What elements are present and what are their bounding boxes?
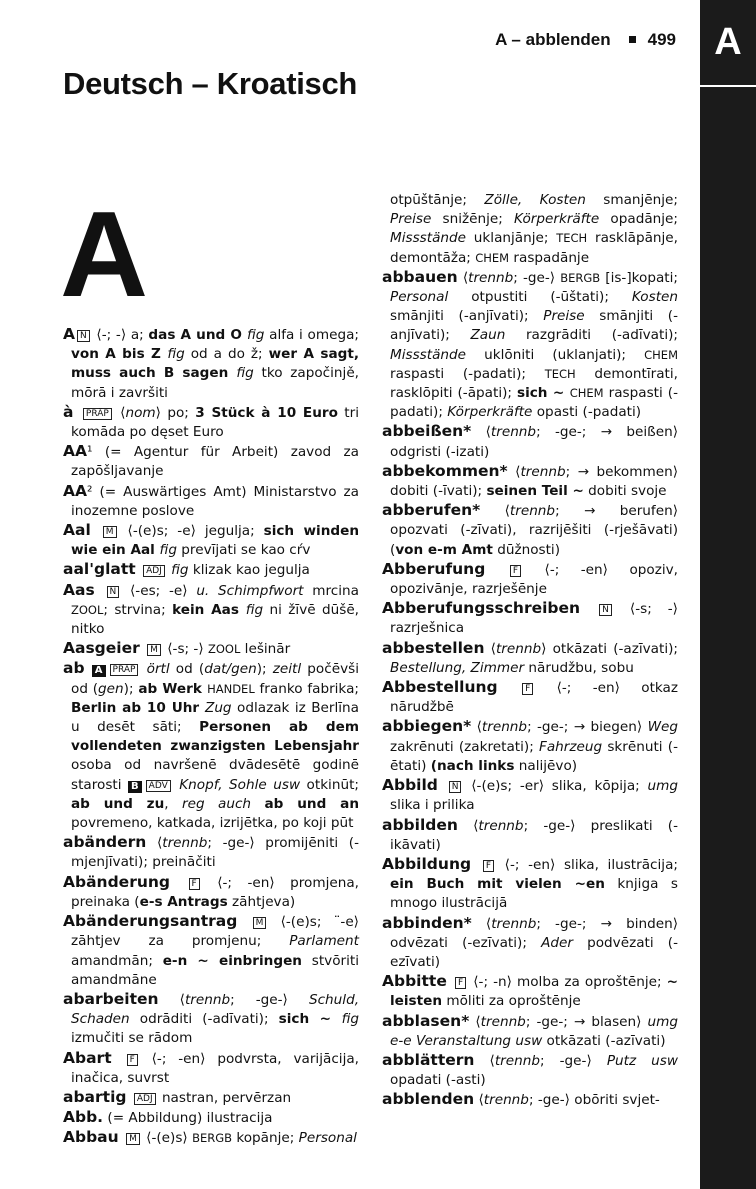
dictionary-entry [63, 521, 359, 560]
italic-label: fig [167, 346, 185, 363]
grammar-label: N [449, 781, 462, 793]
italic-label: trennb [184, 991, 231, 1008]
entry-text: ⟨ [471, 915, 492, 932]
headword: Abbild [382, 776, 447, 795]
domain-label: ZOOL [71, 602, 104, 617]
entry-text: knjiga s mnogo ilustrācijā [390, 876, 678, 912]
bold-phrase: Personen ab dem vollendeten zwanzigsten Lebensjahr [71, 719, 359, 755]
grammar-label: F [127, 1054, 138, 1066]
entry-text: klizak kao jegulja [188, 562, 310, 579]
entry-text: ⟨-; -⟩ a; [91, 327, 149, 343]
italic-label: Parlament [289, 933, 359, 950]
entry-text: uklanjānje; [466, 230, 557, 247]
entry-text: ⟩ po; [155, 404, 196, 421]
headword: A [63, 325, 75, 343]
entry-text: prevījati se kao cŕv [176, 542, 311, 559]
entry-text: mrcina [303, 582, 359, 599]
entry-text: opadānje; [599, 211, 678, 228]
entry-text: podvēzati (-ezīvati) [390, 934, 678, 970]
italic-label: reg auch [182, 795, 252, 812]
domain-label: BERGB [560, 270, 601, 285]
dictionary-entry [63, 990, 359, 1049]
entry-text: smānjiti (-anjīvati); [390, 308, 678, 344]
left-column [63, 325, 359, 1149]
entry-text: uklōniti (uklanjati); [466, 346, 645, 363]
entry-text: ⟨-(e)s; -e⟩ jegulja; [118, 523, 264, 540]
dictionary-entry [382, 191, 678, 268]
header-range: A – abblenden [495, 30, 611, 49]
entry-text: ; -ge-⟩ [513, 269, 561, 286]
dictionary-entry [382, 462, 678, 501]
entry-text: nalijēvo) [514, 757, 578, 774]
bold-phrase: ab Werk [138, 680, 208, 697]
headword: abbilden [382, 815, 458, 834]
entry-text: ⟨-s; -⟩ [162, 641, 208, 658]
italic-label: Ader [541, 934, 573, 951]
entry-text: ⟨ [474, 1092, 484, 1109]
entry-text: ⟨ [457, 269, 469, 286]
italic-label: trennb [478, 817, 524, 834]
entry-text: amandmān; [71, 952, 163, 969]
entry-text: ⟨ [507, 463, 521, 480]
headword: Aas [63, 580, 105, 599]
bold-phrase: von A bis Z [71, 346, 168, 363]
grammar-label: F [510, 565, 521, 577]
entry-text: slika i prilika [390, 797, 475, 814]
domain-label: CHEM [475, 250, 510, 265]
headword: abändern [63, 833, 147, 852]
grammar-label: F [483, 860, 494, 872]
entry-text: lešinār [240, 641, 291, 658]
headword: abbeißen* [382, 422, 472, 441]
entry-text: raspadānje [509, 249, 590, 266]
bold-phrase: e-s Antrags [139, 893, 228, 910]
bold-phrase: sich ~ [278, 1011, 342, 1028]
grammar-label: N [107, 586, 120, 598]
dictionary-entry [382, 914, 678, 973]
sense-marker: A [92, 665, 106, 677]
headword: Aal [63, 521, 101, 540]
grammar-label: ADJ [134, 1093, 156, 1105]
entry-text: alfa i omega; [264, 327, 359, 343]
right-column [382, 191, 678, 1111]
dictionary-entry [382, 717, 678, 776]
italic-label: trennb [494, 1052, 540, 1069]
italic-label: trennb [520, 463, 566, 480]
italic-label: Schuld, Schaden [71, 991, 360, 1028]
sense-marker: B [128, 781, 142, 793]
domain-label: ZOOL [207, 642, 241, 657]
domain-label: CHEM [569, 386, 604, 401]
entry-text: ni žīvē dūšē, nitko [71, 601, 359, 638]
domain-label: HANDEL [207, 681, 255, 696]
italic-label: Körperkräfte [514, 211, 600, 228]
italic-label: Fahrzeug [539, 738, 603, 755]
entry-text: razgrāditi (-adīvati); [505, 327, 678, 344]
headword: Abb. [63, 1108, 104, 1127]
bold-phrase: sich ~ [517, 385, 570, 402]
headword: Aasgeier [63, 639, 146, 658]
dictionary-entry [382, 855, 678, 914]
entry-text: ⟨-s; -⟩ razrješnica [390, 601, 678, 637]
entry-text: otkinūt; [300, 776, 359, 793]
entry-text: dūžnosti) [492, 541, 561, 558]
entry-text: kopānje; [232, 1130, 299, 1147]
bold-phrase: 3 Stück à 10 Euro [195, 404, 338, 421]
entry-text: franko fabrika; [254, 680, 359, 697]
entry-text: raspasti (-padati); [390, 365, 545, 382]
entry-text: ⟨ [480, 503, 510, 520]
entry-text: ; -ge-⟩ preslikati (-ikāvati) [390, 817, 678, 853]
entry-text: rasklāpānje, demontāža; [390, 230, 678, 266]
italic-label: Bestellung, Zimmer [390, 659, 525, 676]
grammar-label: M [103, 526, 117, 538]
entry-text: skrēnuti (-ētati) [390, 738, 678, 774]
entry-text: ⟨ [474, 1052, 495, 1069]
entry-text: ⟨ [113, 404, 126, 421]
entry-text: ⟨ [457, 817, 479, 834]
italic-label: zeitl [272, 661, 302, 678]
dictionary-entry [382, 599, 678, 638]
bold-phrase: von e-m Amt [395, 541, 493, 558]
italic-label: Knopf, Sohle usw [179, 776, 301, 793]
italic-label: trennb [495, 640, 542, 657]
headword: Abbestellung [382, 678, 521, 697]
italic-label: umg [647, 778, 678, 795]
italic-label: umg e-e Veranstaltung usw [390, 1013, 678, 1049]
entry-text: ⟨ [146, 835, 163, 852]
grammar-label: N [77, 330, 90, 342]
italic-label: trennb [483, 1092, 529, 1109]
entry-text: ; -ge-⟩ obōriti svjet- [528, 1092, 660, 1109]
dictionary-entry [63, 581, 359, 640]
entry-text: nastran, pervērzan [157, 1089, 292, 1106]
entry-text: ⟨-; -en⟩ opoziv, opozivānje, razrješēnje [390, 561, 678, 598]
headword: Abbau [63, 1128, 125, 1147]
entry-text: ⟨-es; -e⟩ [121, 582, 197, 599]
dictionary-entry [63, 325, 359, 403]
grammar-label: N [599, 604, 612, 616]
entry-text: smānjiti (-anjīvati); [390, 308, 544, 325]
grammar-label: PRÄP [110, 664, 139, 676]
domain-label: TECH [544, 366, 576, 381]
entry-text: otpūštānje; [390, 192, 485, 208]
dictionary-entry [382, 972, 678, 1011]
headword: Abänderungsantrag [63, 912, 251, 931]
italic-label: trennb [509, 503, 556, 520]
headword: abbauen [382, 267, 458, 286]
entry-text: , [164, 795, 182, 812]
dictionary-entry [63, 873, 359, 912]
italic-label: fig [236, 365, 254, 382]
italic-label: fig [341, 1011, 360, 1028]
entry-text: ⟨-(e)s; -er⟩ slika, kōpija; [463, 778, 648, 795]
entry-text: ² (= Auswärtiges Amt) Ministarstvo za inozemne poslove [71, 483, 359, 519]
entry-text: (= Abbildung) ilustracija [103, 1110, 273, 1127]
entry-text: ; -ge-; → blasen⟩ [525, 1013, 648, 1030]
dictionary-entry [382, 1090, 678, 1110]
entry-text: izmučiti se rādom [71, 1030, 193, 1047]
headword: Abberufung [382, 559, 508, 578]
entry-text: opadati (-asti) [390, 1072, 486, 1089]
italic-label: Preise [390, 211, 432, 228]
headword: abberufen* [382, 501, 481, 520]
italic-label: trennb [468, 269, 514, 286]
thumb-index-tab: A [700, 0, 756, 85]
grammar-label: PRÄP [83, 408, 112, 420]
entry-text: ⟨ [471, 719, 482, 736]
section-title: Deutsch – Kroatisch [63, 66, 358, 101]
bold-phrase: seinen Teil ~ [486, 483, 584, 500]
entry-text: počēvši od ( [71, 661, 359, 697]
headword: Abart [63, 1048, 125, 1067]
dictionary-entry [382, 1012, 678, 1051]
entry-text: ⟨ [484, 640, 496, 657]
entry-text: dobiti svoje [583, 483, 667, 500]
headword: Abbildung [382, 854, 481, 873]
headword: abblenden [382, 1090, 475, 1109]
italic-label: Putz usw [606, 1052, 679, 1069]
bold-phrase: e-n ~ einbringen [162, 952, 302, 969]
italic-label: fig [159, 542, 177, 559]
dictionary-entry [382, 501, 678, 560]
headword: Abberufungsschreiben [382, 599, 598, 618]
entry-text: ; -ge-⟩ [539, 1052, 607, 1069]
entry-text: ⟨-; -en⟩ otkaz nārudžbē [390, 680, 678, 716]
italic-label: Zug [205, 699, 232, 716]
headword: abblasen* [382, 1011, 470, 1030]
italic-label: Missstände [390, 346, 467, 363]
grammar-label: F [189, 878, 200, 890]
dictionary-entry [63, 1049, 359, 1088]
dictionary-entry [382, 560, 678, 599]
italic-label: trennb [490, 424, 537, 441]
domain-label: CHEM [644, 347, 678, 362]
grammar-label: F [455, 977, 466, 989]
entry-text: zāhtjeva) [227, 893, 296, 910]
italic-label: fig [171, 562, 189, 579]
entry-text: tri komāda po dęset Euro [71, 404, 359, 441]
entry-text: ⟨ [469, 1013, 481, 1030]
dictionary-entry [382, 422, 678, 461]
grammar-label: F [522, 683, 533, 695]
entry-text: mōliti za oproštēnje [442, 993, 581, 1010]
entry-text: ); [256, 661, 273, 678]
bold-phrase: Berlin ab 10 Uhr [71, 699, 205, 716]
entry-text: snižēnje; [431, 211, 515, 228]
entry-text: ⟨-; -en⟩ promjena, preinaka ( [71, 874, 359, 910]
headword: aal'glatt [63, 560, 142, 579]
headword: Abbitte [382, 972, 453, 991]
entry-text: ; strvina; [103, 601, 173, 618]
italic-label: nom [125, 404, 156, 421]
italic-label: trennb [491, 915, 537, 932]
italic-label: Zölle, Kosten [484, 192, 586, 208]
headword: abbekommen* [382, 461, 508, 480]
headword: à [63, 402, 81, 421]
domain-label: TECH [556, 231, 588, 246]
entry-text: ; → bekommen⟩ dobiti (-īvati); [390, 463, 678, 500]
dictionary-entry [382, 1051, 678, 1090]
dictionary-entry [63, 442, 359, 481]
bold-phrase: das A und O [148, 327, 248, 343]
bold-phrase: kein Aas [172, 601, 246, 618]
italic-label: örtl [146, 661, 170, 678]
entry-text: ⟨-(e)s; ¨-e⟩ zāhtjev za promjenu; [71, 914, 359, 950]
entry-text: smanjēnje; [585, 192, 678, 208]
entry-text: nārudžbu, sobu [524, 659, 634, 676]
entry-text: ⟩ otkāzati (-azīvati); [541, 640, 679, 657]
bold-phrase: ein Buch mit vielen ~en [390, 876, 605, 893]
bold-phrase: sich winden wie ein Aal [71, 523, 359, 559]
dictionary-entry [63, 482, 359, 521]
thumb-index-bar [700, 87, 756, 1189]
bold-phrase: ab und zu [71, 795, 165, 812]
entry-text: ¹ (= Agentur für Arbeit) zavod za zapōšljavanje [71, 444, 359, 480]
headword: AA [63, 481, 87, 500]
entry-text: ; -ge-⟩ [230, 991, 309, 1008]
italic-label: Körperkräfte [447, 404, 533, 421]
entry-text: ⟨-; -n⟩ molba za oproštēnje; [468, 974, 667, 991]
headword: abbestellen [382, 638, 485, 657]
entry-text: ; -ge-; → beißen⟩ odgristi (-izati) [390, 424, 678, 460]
dictionary-entry [63, 403, 359, 442]
bold-phrase: ~ leisten [390, 974, 678, 1010]
headword: abbiegen* [382, 717, 472, 736]
italic-label: trennb [162, 835, 208, 852]
entry-text: odrāditi (-adīvati); [129, 1011, 279, 1028]
section-letter: A [60, 186, 149, 322]
headword: ab [63, 659, 92, 678]
italic-label: gen [98, 680, 124, 697]
entry-text: raspasti (-padati); [390, 385, 678, 421]
italic-label: u. Schimpfwort [196, 582, 304, 599]
entry-text: od ( [169, 661, 205, 678]
italic-label: fig [247, 327, 265, 343]
entry-text: otkāzati (-azīvati) [542, 1032, 666, 1049]
entry-text: ; -ge-; → biegen⟩ [527, 719, 648, 736]
grammar-label: ADJ [143, 565, 165, 577]
italic-label: fig [245, 601, 264, 618]
entry-text: odlazak iz Berlīna u desēt sāti; [71, 699, 360, 736]
page-number: 499 [647, 30, 676, 49]
dictionary-entry [63, 659, 359, 833]
italic-label: Zaun [470, 327, 506, 344]
header-bullet-icon [629, 36, 636, 43]
italic-label: Weg [647, 719, 678, 736]
entry-text: osoba od navršenē dvādesētē godinē starosti [71, 757, 359, 793]
entry-text: ; → berufen⟩ opozvati (-zīvati), razrijēšiti (-rješāvati) ( [390, 503, 678, 558]
entry-text: [is-]kopati; [600, 269, 678, 286]
entry-text: demontīrati, rasklōpiti (-āpati); [390, 365, 678, 402]
page-header [495, 30, 676, 50]
grammar-label: ADV [146, 780, 171, 792]
entry-text: tko započinjě, mōrā i završiti [71, 365, 359, 401]
entry-text: ⟨-; -en⟩ podvrsta, varijācija, inačica, suvrst [71, 1050, 359, 1086]
italic-label: trennb [481, 719, 528, 736]
dictionary-entry [382, 816, 678, 855]
italic-label: Kosten [631, 289, 678, 306]
dictionary-entry [63, 1088, 359, 1108]
entry-text: stvōriti amandmāne [71, 952, 359, 988]
headword: Abänderung [63, 872, 187, 891]
entry-text [251, 796, 264, 812]
italic-label: Personal [298, 1130, 357, 1147]
entry-text: zakrēnuti (zakretati); [390, 738, 539, 755]
dictionary-entry [382, 678, 678, 717]
dictionary-entry [63, 639, 359, 659]
italic-label: dat/gen [204, 661, 257, 678]
entry-text: povremeno, katkada, izrijētka, po koji pūt [71, 815, 354, 832]
italic-label: trennb [480, 1013, 526, 1030]
entry-text: opasti (-padati) [532, 404, 642, 421]
grammar-label: M [147, 644, 161, 656]
dictionary-entry [63, 912, 359, 990]
entry-text: otpustiti (-ūštati); [448, 289, 632, 306]
entry-text: ; -ge-; → binden⟩ odvēzati (-ezīvati); [390, 915, 679, 951]
entry-text: od a do ž; [184, 346, 269, 363]
dictionary-entry [63, 1108, 359, 1128]
domain-label: BERGB [192, 1131, 233, 1146]
dictionary-entry [63, 560, 359, 580]
entry-text: ⟨ [158, 991, 185, 1008]
headword: abblättern [382, 1050, 475, 1069]
italic-label: Preise [543, 308, 585, 325]
italic-label: Personal [390, 289, 449, 306]
italic-label: Missstände [390, 230, 467, 247]
entry-text: ⟨ [471, 424, 491, 441]
headword: abartig [63, 1087, 132, 1106]
grammar-label: M [253, 917, 267, 929]
grammar-label: M [126, 1133, 140, 1145]
dictionary-entry [382, 268, 678, 423]
headword: AA [63, 442, 87, 461]
dictionary-entry [382, 776, 678, 815]
bold-phrase: ab und an [264, 795, 359, 812]
bold-phrase: (nach links [430, 757, 515, 774]
entry-text: ); [123, 680, 139, 697]
headword: abarbeiten [63, 989, 159, 1008]
dictionary-entry [382, 639, 678, 678]
entry-text: ⟨-; -en⟩ slika, ilustrācija; [496, 856, 678, 873]
dictionary-entry [63, 833, 359, 872]
bold-phrase: wer A sagt, muss auch B sagen [71, 346, 360, 382]
entry-text: ⟨-(e)s⟩ [141, 1130, 193, 1147]
entry-text: ; -ge-⟩ promijēniti (-mjenjīvati); preināčiti [71, 835, 359, 871]
dictionary-entry [63, 1128, 359, 1148]
headword: abbinden* [382, 913, 472, 932]
